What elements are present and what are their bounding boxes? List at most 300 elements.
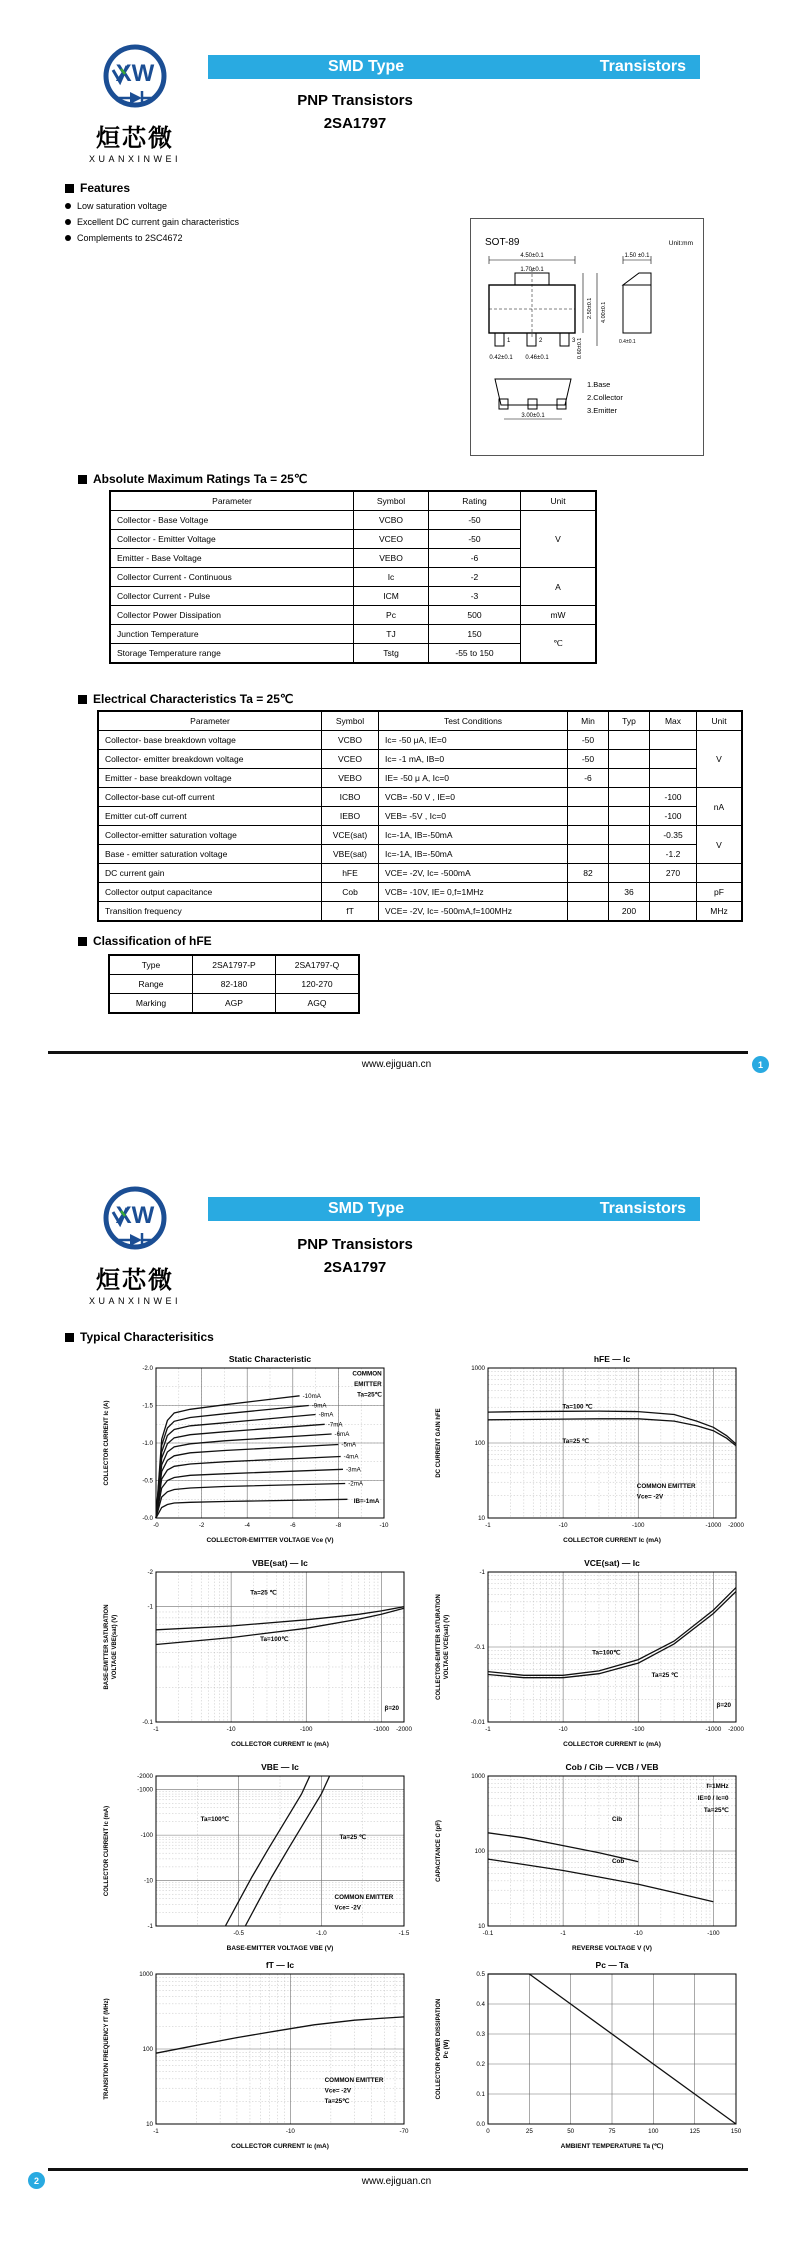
table-cell: Collector- emitter breakdown voltage [98, 750, 322, 769]
y-axis-label: COLLECTOR CURRENT Ic (A) [104, 1400, 110, 1486]
page-title: PNP Transistors [297, 92, 413, 109]
table-header-cell: Parameter [110, 491, 354, 511]
square-bullet-icon [78, 695, 87, 704]
table-cell: 500 [429, 606, 521, 625]
y-tick-label: 0.5 [476, 1971, 485, 1978]
series-line [156, 1499, 348, 1518]
series-label: -2mA [348, 1480, 364, 1488]
table-cell: Base - emitter saturation voltage [98, 845, 322, 864]
table-cell [568, 807, 609, 826]
y-tick-label: 100 [142, 2046, 153, 2053]
square-bullet-icon [65, 184, 74, 193]
y-axis-label: COLLECTOR CURRENT Ic (mA) [104, 1805, 110, 1897]
series-line [488, 1588, 736, 1676]
chart-pc-ta [432, 1958, 762, 2158]
y-axis-label: TRANSITION FREQUENCY fT (MHz) [104, 1998, 110, 2100]
table-cell [568, 902, 609, 922]
y-axis-label: DC CURRENT GAIN hFE [436, 1408, 442, 1478]
y-tick-label: -100 [140, 1832, 153, 1840]
chart-capacitance [432, 1760, 762, 1960]
y-tick-label: 0.0 [476, 2121, 485, 2128]
table-cell [609, 731, 650, 750]
table-cell: Collector- base breakdown voltage [98, 731, 322, 750]
chart-title: hFE — Ic [593, 1354, 631, 1364]
chart-annotation: β=20 [384, 1705, 400, 1712]
series-label: -7mA [327, 1421, 343, 1429]
table-row [109, 975, 359, 994]
x-tick-label: -10 [226, 1726, 236, 1733]
table-cell [609, 845, 650, 864]
table-cell [609, 750, 650, 769]
chart-svg [100, 1958, 430, 2158]
dim-front-width: 4.50±0.1 [520, 253, 544, 259]
footer-url: www.ejiguan.cn [361, 1059, 432, 1070]
table-cell: -55 to 150 [429, 644, 521, 664]
table-cell: -0.35 [650, 826, 697, 845]
table-row [98, 883, 742, 902]
part-number: 2SA1797 [323, 1259, 387, 1276]
chart-annotation: COMMON EMITTER [334, 1894, 394, 1901]
x-tick-label: -1.5 [398, 1930, 410, 1937]
table-cell [609, 788, 650, 807]
dot-bullet-icon [65, 219, 71, 225]
x-tick-label: -100 [300, 1726, 313, 1733]
table-cell: Collector output capacitance [98, 883, 322, 902]
table-cell-unit: pF [697, 883, 743, 902]
features-heading: Features [80, 181, 131, 195]
series-line [488, 1411, 736, 1444]
table-cell [650, 731, 697, 750]
chart-annotation: f=1MHz [706, 1783, 729, 1790]
table-header-cell: Max [650, 711, 697, 731]
y-axis-label-2: VOLTAGE VCE(sat) (V) [444, 1614, 450, 1680]
table-cell: Range [109, 975, 193, 994]
x-tick-label: -70 [399, 2128, 409, 2135]
square-bullet-icon [78, 475, 87, 484]
header-bar-category: Transistors [599, 58, 686, 75]
x-axis-label: BASE-EMITTER VOLTAGE VBE (V) [226, 1945, 334, 1952]
dot-bullet-icon [65, 203, 71, 209]
chart-vbesat-ic [100, 1556, 430, 1756]
table [109, 490, 597, 664]
footer-rule [48, 2168, 748, 2171]
y-tick-label: 10 [478, 1923, 485, 1930]
table-cell: Ic= -1 mA, IB=0 [379, 750, 568, 769]
header-bar-type: SMD Type [328, 58, 405, 75]
brand-logo [80, 36, 190, 164]
dim-bottom-pitch: 3.00±0.1 [521, 413, 545, 419]
x-tick-label: -1.0 [315, 1930, 327, 1937]
x-tick-label: -10 [558, 1522, 568, 1529]
footer-url: www.ejiguan.cn [361, 2176, 432, 2187]
y-tick-label: -1000 [137, 1786, 153, 1794]
y-axis-label: COLLECTOR POWER DISSIPATION [436, 1998, 442, 2100]
y-tick-label: 1000 [471, 1365, 485, 1372]
chart-title: VBE — Ic [261, 1762, 299, 1772]
x-tick-label: -8 [335, 1522, 342, 1529]
table-cell: -6 [429, 549, 521, 568]
x-tick-label: -4 [244, 1522, 250, 1529]
table-cell: AGP [193, 994, 276, 1014]
table-cell: IEBO [322, 807, 379, 826]
table-cell: 270 [650, 864, 697, 883]
brand-name-en: XUANXINWEI [88, 154, 181, 164]
table-cell [568, 826, 609, 845]
chart-svg [432, 1958, 762, 2158]
series-line [156, 1457, 341, 1519]
brand-logo [80, 1178, 190, 1306]
y-tick-label: -2 [147, 1569, 153, 1576]
table-cell: VEBO [354, 549, 429, 568]
x-tick-label: -2000 [728, 1726, 744, 1733]
dim-side-pin: 0.4±0.1 [619, 339, 636, 345]
table-cell: -3 [429, 587, 521, 606]
y-tick-label: 100 [474, 1440, 485, 1447]
header-bar [208, 1197, 700, 1221]
dim-pin-gap: 0.46±0.1 [525, 355, 549, 361]
table-header-cell: Symbol [322, 711, 379, 731]
table-cell: TJ [354, 625, 429, 644]
table-cell: VCBO [322, 731, 379, 750]
series-label: -9mA [311, 1402, 327, 1410]
header-bar-category: Transistors [599, 1200, 686, 1217]
series-line [156, 1469, 343, 1518]
chart-annotation: IB=-1mA [353, 1498, 380, 1505]
table-cell: VCB= -50 V , IE=0 [379, 788, 568, 807]
table-header-cell: Min [568, 711, 609, 731]
chart-svg [100, 1760, 430, 1960]
pin-number-1: 1 [507, 338, 511, 344]
chart-annotation: COMMON EMITTER [324, 2077, 384, 2084]
x-axis-label: COLLECTOR CURRENT Ic (mA) [231, 1741, 329, 1748]
table-cell: VCE= -2V, Ic= -500mA,f=100MHz [379, 902, 568, 922]
x-tick-label: -10 [379, 1522, 389, 1529]
y-tick-label: 0.2 [476, 2061, 485, 2068]
table-cell [568, 845, 609, 864]
page-number-badge: 1 [752, 1056, 769, 1073]
table-cell: Emitter - base breakdown voltage [98, 769, 322, 788]
table-row [110, 606, 596, 625]
x-tick-label: -100 [632, 1726, 645, 1733]
x-tick-label: -0 [153, 1522, 159, 1529]
logo-monogram: XW [115, 60, 155, 87]
chart-title: Static Characteristic [228, 1354, 312, 1364]
logo-monogram: XW [115, 1202, 155, 1229]
table-cell: Emitter cut-off current [98, 807, 322, 826]
table-cell: Ic=-1A, IB=-50mA [379, 845, 568, 864]
table-row [110, 625, 596, 644]
x-tick-label: -0.1 [482, 1930, 494, 1937]
x-tick-label: 75 [608, 2128, 616, 2135]
table-cell: -50 [568, 731, 609, 750]
y-tick-label: -2.0 [142, 1365, 153, 1372]
table-header-row [110, 491, 596, 511]
table-cell: hFE [322, 864, 379, 883]
x-axis-label: AMBIENT TEMPERATURE Ta (℃) [560, 2143, 664, 2150]
classification-table [108, 954, 360, 1014]
y-axis-label: CAPACITANCE C (pF) [436, 1820, 442, 1882]
x-tick-label: -1000 [705, 1522, 722, 1529]
chart-annotation: IE=0 / Ic=0 [697, 1795, 729, 1802]
y-tick-label: -1 [147, 1923, 153, 1930]
x-tick-label: 100 [648, 2128, 659, 2135]
y-tick-label: -0.1 [474, 1644, 485, 1651]
table-cell [650, 750, 697, 769]
table-cell: VEB= -5V , Ic=0 [379, 807, 568, 826]
page-number-badge: 2 [28, 2172, 45, 2189]
table-cell: Emitter - Base Voltage [110, 549, 354, 568]
series-label: -3mA [345, 1466, 361, 1474]
table-cell: -1.2 [650, 845, 697, 864]
header-bar [208, 55, 700, 79]
dim-tab-width: 1.70±0.1 [520, 267, 544, 273]
table-cell: ICM [354, 587, 429, 606]
series-line [156, 1396, 300, 1518]
table-cell-unit: A [521, 568, 597, 606]
table-row [98, 807, 742, 826]
table-row [98, 731, 742, 750]
table-cell: VCB= -10V, IE= 0,f=1MHz [379, 883, 568, 902]
brand-logo-icon [80, 36, 190, 120]
chart-annotation: β=20 [716, 1702, 732, 1709]
chart-hfe-ic [432, 1352, 762, 1552]
table-cell [609, 864, 650, 883]
chart-vbe-ic [100, 1760, 430, 1960]
table-cell-unit [697, 864, 743, 883]
chart-annotation: Ta=25℃ [357, 1391, 382, 1399]
x-tick-label: -6 [290, 1522, 296, 1529]
dim-body-height: 2.50±0.1 [587, 297, 593, 319]
table-cell: 200 [609, 902, 650, 922]
table-cell-unit: V [521, 511, 597, 568]
x-axis-label: COLLECTOR-EMITTER VOLTAGE Vce (V) [206, 1537, 334, 1544]
table-cell: DC current gain [98, 864, 322, 883]
table-cell: Collector-base cut-off current [98, 788, 322, 807]
chart-annotation: Ta=25℃ [324, 2098, 350, 2105]
series-label: -8mA [318, 1411, 334, 1419]
x-tick-label: -1 [560, 1930, 566, 1937]
table-cell: AGQ [276, 994, 360, 1014]
series-line [225, 1776, 309, 1926]
table-row [109, 955, 359, 975]
chart-annotation: Ta=100 ℃ [562, 1403, 593, 1411]
series-line [156, 2017, 404, 2053]
chart-annotation: Ta=100℃ [200, 1816, 229, 1823]
y-tick-label: 1000 [139, 1971, 153, 1978]
table-cell: -6 [568, 769, 609, 788]
features-section [65, 181, 405, 243]
y-axis-label-2: Pc (W) [444, 2039, 450, 2059]
typical-section-heading [65, 1330, 214, 1344]
table-header-cell: Symbol [354, 491, 429, 511]
series-label: -10mA [302, 1392, 321, 1400]
x-tick-label: -2000 [396, 1726, 412, 1733]
table-cell [568, 883, 609, 902]
series-line [488, 1592, 736, 1678]
chart-title: Cob / Cib — VCB / VEB [565, 1762, 659, 1772]
chart-annotation: Cob [612, 1858, 625, 1865]
package-unit: Unit:mm [668, 240, 693, 247]
table-cell: Marking [109, 994, 193, 1014]
table-cell [568, 788, 609, 807]
chart-title: VBE(sat) — Ic [252, 1558, 308, 1568]
y-tick-label: -0.5 [142, 1477, 153, 1485]
table-cell: Collector Current - Pulse [110, 587, 354, 606]
table [108, 954, 360, 1014]
chart-annotation: Vce= -2V [636, 1493, 664, 1501]
y-tick-label: -1 [479, 1569, 485, 1576]
x-tick-label: -10 [285, 2128, 295, 2135]
chart-vcesat-ic [432, 1556, 762, 1756]
series-label: -6mA [334, 1431, 350, 1438]
x-axis-label: COLLECTOR CURRENT Ic (mA) [231, 2143, 329, 2150]
table-cell: IE= -50 μ A, Ic=0 [379, 769, 568, 788]
brand-logo-icon [80, 1178, 190, 1262]
table-cell: -50 [429, 511, 521, 530]
table-cell: 150 [429, 625, 521, 644]
series-line [488, 1419, 736, 1446]
x-tick-label: 150 [730, 2128, 742, 2135]
elec-heading: Electrical Characteristics Ta = 25℃ [93, 692, 294, 706]
table-cell: ICBO [322, 788, 379, 807]
y-tick-label: -1.0 [142, 1440, 153, 1447]
y-tick-label: 10 [146, 2121, 153, 2128]
y-axis-label: BASE-EMITTER SATURATION [104, 1604, 110, 1690]
table-cell: -50 [429, 530, 521, 549]
y-tick-label: 0.4 [476, 2001, 485, 2008]
table-cell: Collector Power Dissipation [110, 606, 354, 625]
pin-label-base: 1.Base [587, 380, 611, 389]
chart-annotation: Ta=25 ℃ [339, 1834, 366, 1841]
series-label: -5mA [341, 1441, 357, 1449]
x-tick-label: -1000 [373, 1726, 390, 1733]
table-cell: -100 [650, 807, 697, 826]
y-tick-label: -2000 [137, 1773, 153, 1780]
header-bar-type: SMD Type [328, 1200, 405, 1217]
x-axis-label: REVERSE VOLTAGE V (V) [572, 1945, 652, 1952]
series-label: -4mA [343, 1453, 359, 1461]
dim-pin-width: 0.42±0.1 [489, 355, 513, 361]
series-line [488, 1859, 713, 1902]
table-header-cell: Typ [609, 711, 650, 731]
dim-side-width: 1.50 ±0.1 [624, 253, 650, 259]
table-cell: Collector - Base Voltage [110, 511, 354, 530]
table-cell: Ic= -50 μA, IE=0 [379, 731, 568, 750]
chart-svg [100, 1352, 430, 1552]
feature-item: Low saturation voltage [77, 201, 168, 211]
x-tick-label: -2000 [728, 1522, 744, 1529]
x-tick-label: -10 [633, 1930, 643, 1937]
chart-title: VCE(sat) — Ic [584, 1558, 640, 1568]
table-cell: 82-180 [193, 975, 276, 994]
dim-pin-length: 0.60±0.1 [577, 337, 583, 359]
abs-max-section-heading [78, 472, 307, 486]
table-header-cell: Rating [429, 491, 521, 511]
series-line [245, 1776, 329, 1926]
dim-total-height: 4.00±0.1 [601, 301, 607, 323]
chart-title: fT — Ic [265, 1960, 295, 1970]
package-name: SOT-89 [485, 237, 520, 248]
table-cell-unit: V [697, 731, 743, 788]
table-cell: VCBO [354, 511, 429, 530]
chart-annotation: Vce= -2V [334, 1904, 361, 1912]
table-cell: fT [322, 902, 379, 922]
x-tick-label: -0.5 [233, 1930, 245, 1937]
y-tick-label: 0.3 [476, 2031, 485, 2038]
table-cell: Junction Temperature [110, 625, 354, 644]
y-tick-label: 10 [478, 1515, 485, 1522]
table-cell: 120-270 [276, 975, 360, 994]
table-header-cell: Unit [697, 711, 743, 731]
table-cell: Tstg [354, 644, 429, 664]
chart-svg [100, 1556, 430, 1756]
series-line [156, 1607, 404, 1630]
table-header-cell: Test Conditions [379, 711, 568, 731]
table-cell [650, 902, 697, 922]
y-axis-label: COLLECTOR-EMITTER SATURATION [436, 1594, 442, 1700]
table-cell: VCE= -2V, Ic= -500mA [379, 864, 568, 883]
table-cell [609, 807, 650, 826]
table-cell: -100 [650, 788, 697, 807]
chart-annotation: EMITTER [354, 1381, 382, 1388]
table-cell-unit: mW [521, 606, 597, 625]
table-cell: Ic [354, 568, 429, 587]
table-cell: Transition frequency [98, 902, 322, 922]
y-tick-label: -1 [147, 1603, 153, 1611]
table-cell: 82 [568, 864, 609, 883]
table-row [109, 994, 359, 1014]
table-cell: 2SA1797-Q [276, 955, 360, 975]
x-tick-label: -10 [558, 1726, 568, 1733]
table-cell: VBE(sat) [322, 845, 379, 864]
chart-static-characteristic [100, 1352, 430, 1552]
table-cell: Type [109, 955, 193, 975]
chart-annotation: Ta=100℃ [260, 1636, 289, 1643]
x-tick-label: 50 [567, 2128, 575, 2135]
table-cell [650, 883, 697, 902]
table-row [98, 769, 742, 788]
y-tick-label: -0.01 [470, 1719, 485, 1726]
chart-annotation: Ta=25 ℃ [250, 1589, 277, 1597]
feature-item: Excellent DC current gain characteristics [77, 217, 240, 227]
table-cell: 2SA1797-P [193, 955, 276, 975]
table-cell: VEBO [322, 769, 379, 788]
elec-section-heading [78, 692, 293, 706]
table-cell [609, 769, 650, 788]
abs-max-heading: Absolute Maximum Ratings Ta = 25℃ [93, 472, 308, 486]
table-row [98, 845, 742, 864]
typical-heading: Typical Characterisitics [80, 1330, 214, 1344]
brand-name-en: XUANXINWEI [88, 1296, 181, 1306]
table-cell [650, 769, 697, 788]
pin-label-emitter: 3.Emitter [587, 406, 618, 415]
x-tick-label: -100 [632, 1522, 645, 1529]
x-axis-label: COLLECTOR CURRENT Ic (mA) [563, 1741, 661, 1748]
table-cell: VCEO [354, 530, 429, 549]
chart-annotation: Ta=25 ℃ [562, 1438, 589, 1445]
table-cell: -50 [568, 750, 609, 769]
brand-name-cn: 烜芯微 [96, 1267, 174, 1294]
y-tick-label: -10 [144, 1877, 153, 1885]
x-tick-label: 25 [525, 2128, 533, 2135]
x-tick-label: 125 [689, 2128, 700, 2135]
table-cell: VCEO [322, 750, 379, 769]
table-header-cell: Unit [521, 491, 597, 511]
table-row [110, 568, 596, 587]
chart-annotation: COMMON EMITTER [636, 1483, 696, 1490]
y-tick-label: 100 [474, 1848, 485, 1855]
chart-annotation: Cib [612, 1816, 623, 1823]
